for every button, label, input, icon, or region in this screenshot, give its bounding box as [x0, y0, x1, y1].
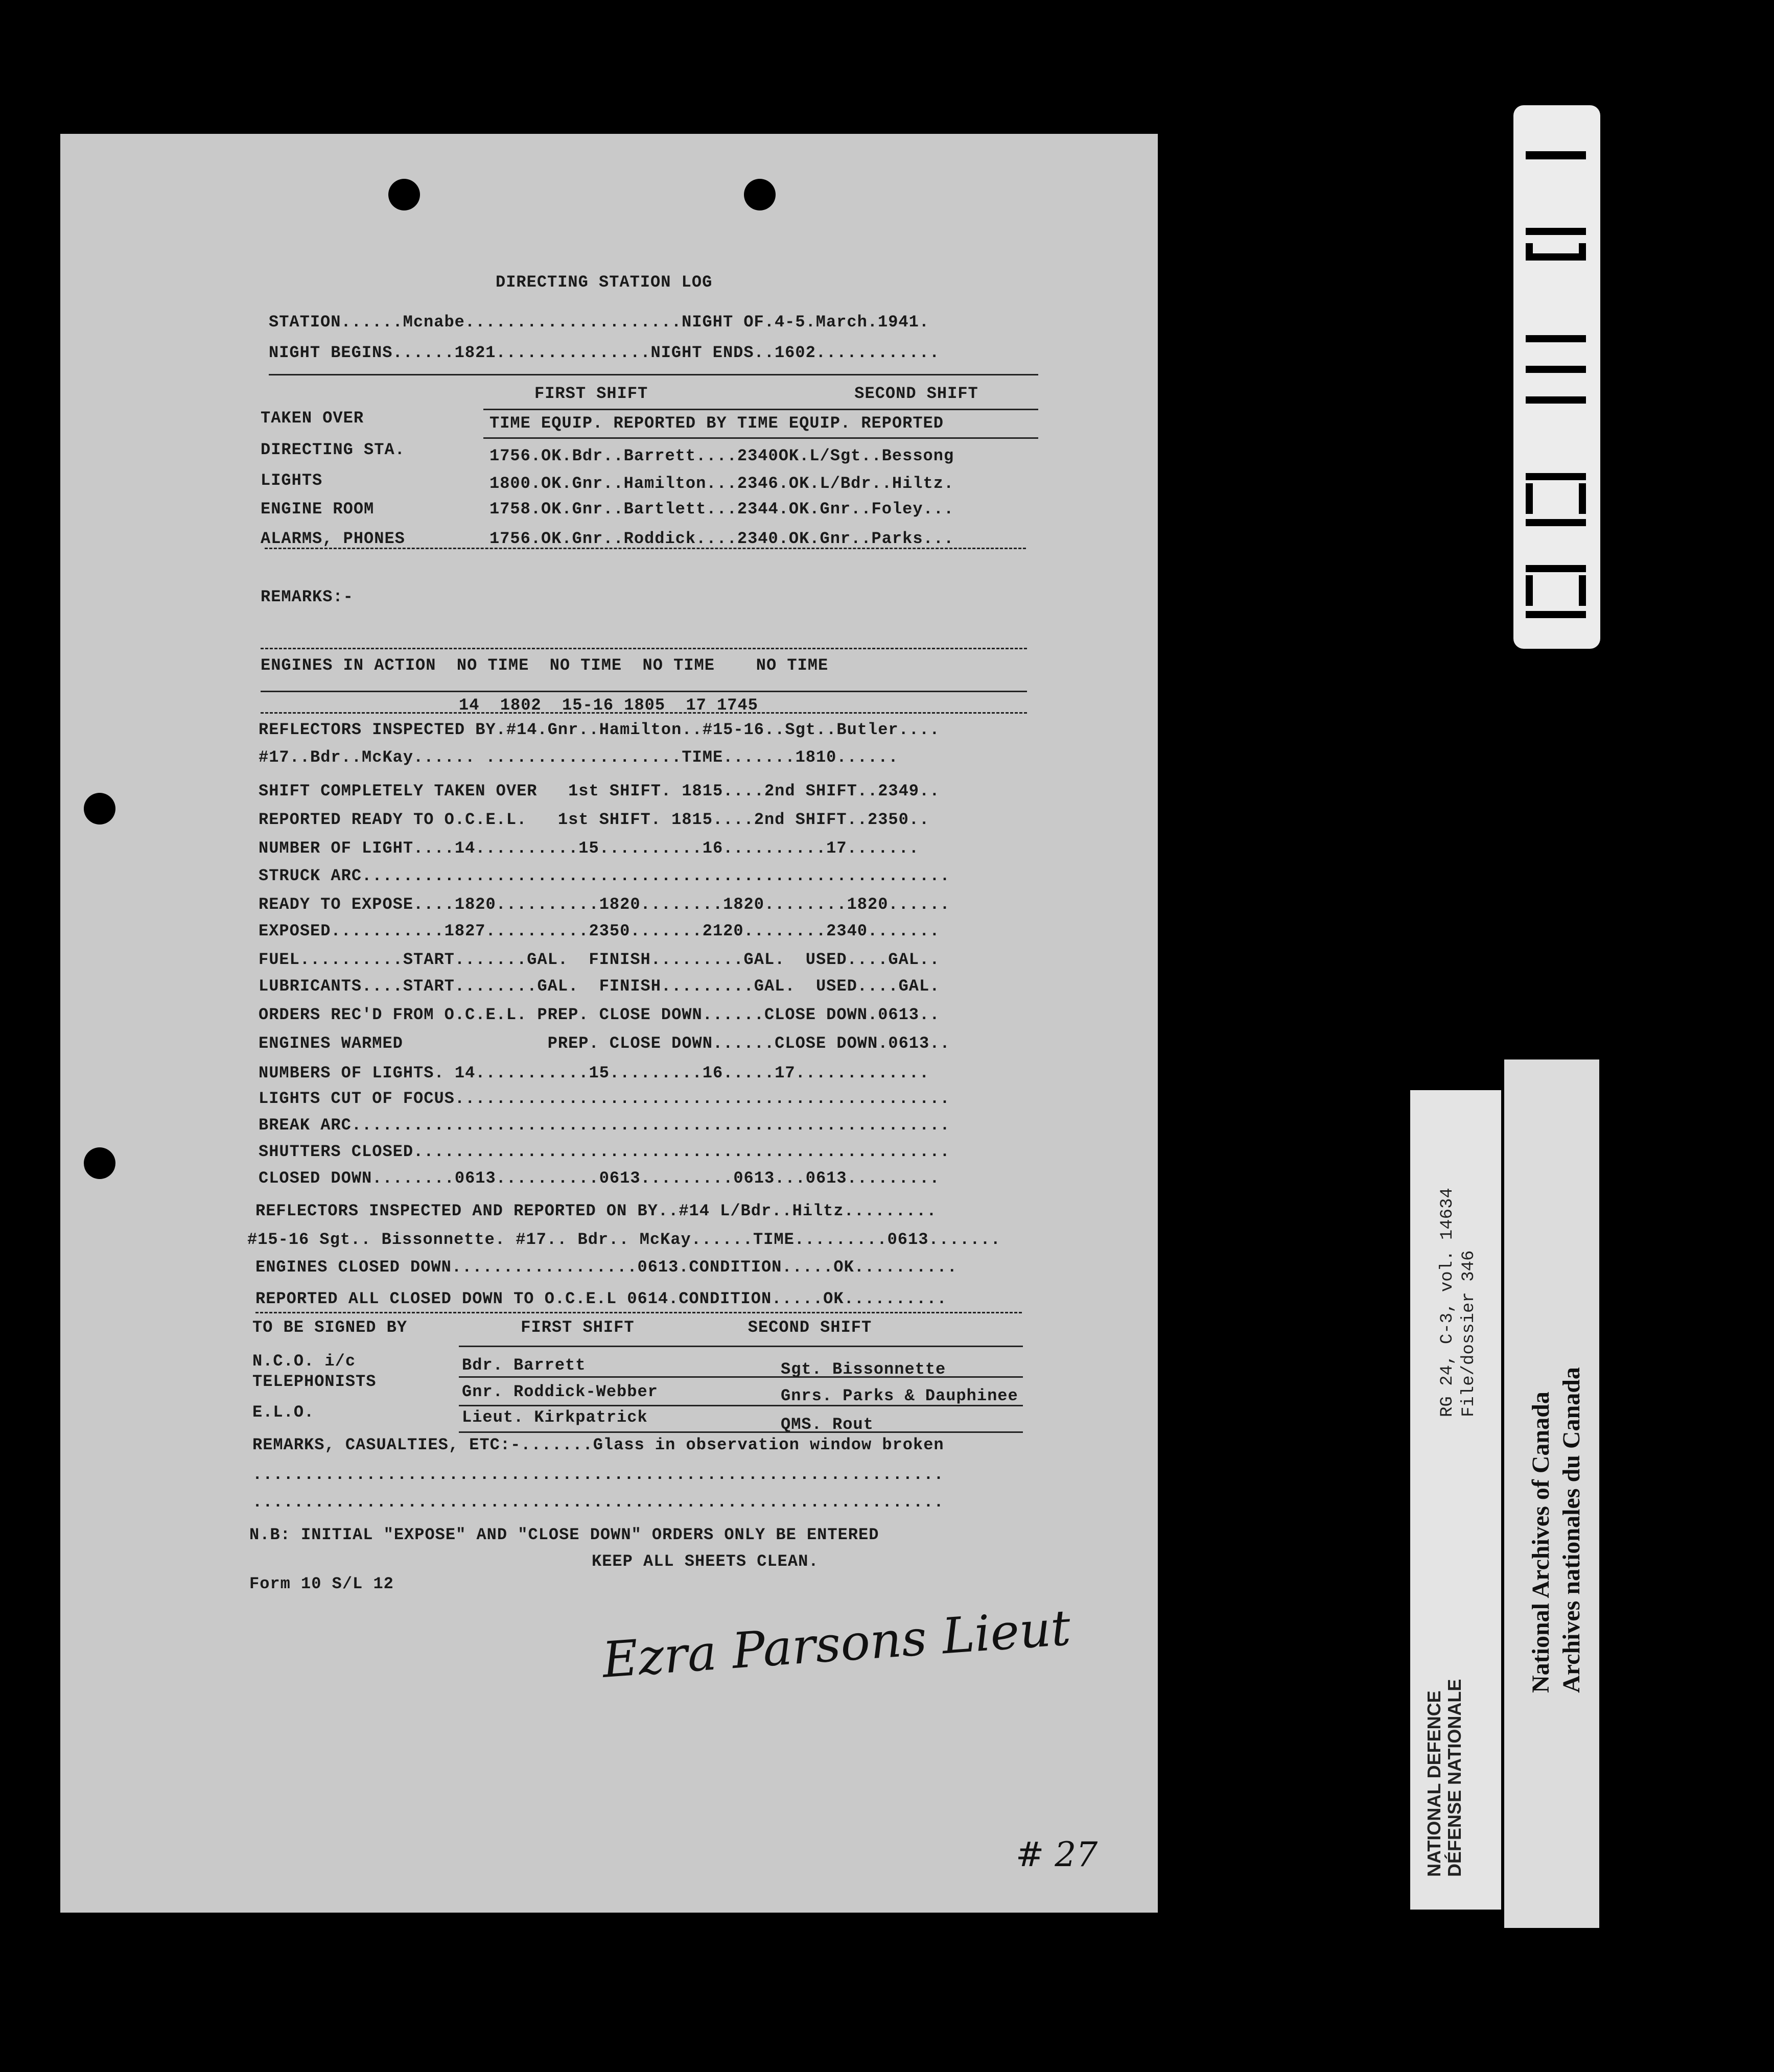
frame-digit — [1526, 151, 1586, 159]
divider — [459, 1405, 1023, 1406]
punch-hole — [84, 1147, 115, 1179]
frame-digit — [1526, 565, 1586, 572]
row-value: 1758.OK.Gnr..Bartlett...2344.OK.Gnr..Foley... — [489, 500, 954, 519]
frame-digit — [1526, 335, 1586, 342]
frame-digit — [1579, 483, 1586, 514]
archive-ref: RG 24, C-3, vol. 14634 — [1438, 1188, 1457, 1417]
frame-digit — [1579, 243, 1586, 256]
divider — [483, 437, 1038, 439]
divider — [261, 648, 1027, 649]
frame-digit — [1526, 483, 1533, 514]
form-number: Form 10 S/L 12 — [249, 1574, 394, 1593]
log-line: FUEL..........START.......GAL. FINISH.........GAL. USED....GAL.. — [259, 950, 940, 969]
frame-digit — [1526, 366, 1586, 373]
log-sheet — [60, 134, 1158, 1913]
log-line: #15-16 Sgt.. Bissonnette. #17.. Bdr.. McKay......TIME.........0613....... — [247, 1230, 1001, 1249]
dept-en: NATIONAL DEFENCE — [1423, 1690, 1444, 1877]
frame-number-stamp — [1513, 105, 1600, 649]
log-line: REFLECTORS INSPECTED AND REPORTED ON BY..#14 L/Bdr..Hiltz......... — [255, 1202, 937, 1220]
punch-hole — [388, 179, 420, 210]
log-line: SHIFT COMPLETELY TAKEN OVER 1st SHIFT. 1815....2nd SHIFT..2349.. — [259, 782, 940, 800]
signer-role: TELEPHONISTS — [252, 1372, 377, 1391]
row-label: ALARMS, PHONES — [261, 529, 405, 548]
frame-digit — [1526, 575, 1533, 606]
form-title: DIRECTING STATION LOG — [496, 273, 713, 292]
frame-digit — [1526, 228, 1586, 235]
row-label: LIGHTS — [261, 471, 323, 490]
casualties-line: REMARKS, CASUALTIES, ETC:-.......Glass in observation window broken — [252, 1435, 944, 1454]
night-line: NIGHT BEGINS......1821...............NIGHT ENDS..1602............ — [269, 343, 940, 362]
row-value: 1756.OK.Gnr..Roddick....2340.OK.Gnr..Parks... — [489, 529, 954, 548]
log-line: READY TO EXPOSE....1820..........1820........1820........1820...... — [259, 895, 950, 914]
archives-fr: Archives nationales du Canada — [1558, 1367, 1585, 1693]
signer-role: N.C.O. i/c — [252, 1352, 356, 1371]
log-line: LUBRICANTS....START........GAL. FINISH.........GAL. USED....GAL. — [259, 977, 940, 996]
frame-digit — [1526, 519, 1586, 526]
signer-first: Bdr. Barrett — [462, 1356, 586, 1375]
archive-file: File/dossier 346 — [1459, 1250, 1479, 1417]
signature: Ezra Parsons Lieut — [600, 1599, 1072, 1689]
frame-digit — [1526, 611, 1586, 618]
log-line: SHUTTERS CLOSED.................................................... — [259, 1142, 950, 1161]
log-line: REPORTED READY TO O.C.E.L. 1st SHIFT. 1815....2nd SHIFT..2350.. — [259, 810, 930, 829]
log-line: ENGINES CLOSED DOWN..................0613.CONDITION.....OK.......... — [255, 1258, 958, 1277]
row-value: 1800.OK.Gnr..Hamilton...2346.OK.L/Bdr..Hiltz. — [489, 474, 954, 493]
column-header: TIME EQUIP. REPORTED BY TIME EQUIP. REPORTED — [489, 414, 944, 433]
frame-digit — [1526, 253, 1586, 261]
log-line: NUMBER OF LIGHT....14..........15..........16..........17....... — [259, 839, 919, 858]
dotted-line: ................................................................... — [252, 1465, 944, 1484]
log-line: ORDERS REC'D FROM O.C.E.L. PREP. CLOSE DOWN......CLOSE DOWN.0613.. — [259, 1005, 940, 1024]
divider — [459, 1346, 1023, 1347]
frame-digit — [1526, 396, 1586, 404]
log-line: NUMBERS OF LIGHTS. 14...........15.........16.....17............. — [259, 1064, 930, 1082]
frame-digit — [1526, 473, 1586, 480]
shift-header: FIRST SHIFT SECOND SHIFT — [534, 384, 978, 403]
remarks-label: REMARKS:- — [261, 587, 354, 606]
signer-second: Gnrs. Parks & Dauphinee — [781, 1386, 1018, 1405]
punch-hole — [744, 179, 776, 210]
log-line: ENGINES WARMED PREP. CLOSE DOWN......CLOSE DOWN.0613.. — [259, 1034, 950, 1053]
log-line: STRUCK ARC......................................................... — [259, 866, 950, 885]
frame-digit — [1526, 243, 1533, 256]
signer-second: QMS. Rout — [781, 1415, 874, 1434]
log-line: REPORTED ALL CLOSED DOWN TO O.C.E.L 0614.CONDITION.....OK.......... — [255, 1289, 947, 1308]
log-line: LIGHTS CUT OF FOCUS................................................ — [259, 1089, 950, 1108]
row-label: ENGINE ROOM — [261, 500, 375, 519]
log-line: BREAK ARC.......................................................... — [259, 1116, 950, 1135]
log-line: EXPOSED...........1827..........2350.......2120........2340....... — [259, 922, 940, 940]
divider — [459, 1376, 1023, 1378]
keep-clean-note: KEEP ALL SHEETS CLEAN. — [592, 1552, 819, 1571]
signer-role: E.L.O. — [252, 1403, 315, 1422]
dotted-line: ................................................................... — [252, 1493, 944, 1512]
archives-en: National Archives of Canada — [1527, 1392, 1554, 1693]
page-number: # 27 — [1016, 1835, 1098, 1874]
log-line: CLOSED DOWN........0613..........0613.........0613...0613......... — [259, 1169, 940, 1188]
log-line: #17..Bdr..McKay...... ...................TIME.......1810...... — [259, 748, 899, 767]
engines-values: 14 1802 15-16 1805 17 1745 — [459, 696, 758, 715]
divider — [483, 409, 1038, 410]
divider — [269, 374, 1038, 375]
divider — [459, 1431, 1023, 1433]
department-label — [1410, 1090, 1501, 1910]
divider — [255, 1312, 1022, 1313]
taken-over-label: TAKEN OVER — [261, 409, 364, 428]
signed-header: TO BE SIGNED BY FIRST SHIFT SECOND SHIFT — [252, 1318, 872, 1337]
engines-header: ENGINES IN ACTION NO TIME NO TIME NO TIME NO TIME — [261, 656, 829, 675]
divider — [261, 712, 1027, 714]
note-line: N.B: INITIAL "EXPOSE" AND "CLOSE DOWN" ORDERS ONLY BE ENTERED — [249, 1525, 879, 1544]
signer-second: Sgt. Bissonnette — [781, 1360, 946, 1379]
archives-label — [1504, 1059, 1599, 1928]
divider — [265, 548, 1026, 549]
signer-first: Lieut. Kirkpatrick — [462, 1408, 648, 1427]
frame-digit — [1579, 575, 1586, 606]
row-label: DIRECTING STA. — [261, 440, 405, 459]
divider — [261, 691, 1027, 692]
signer-first: Gnr. Roddick-Webber — [462, 1382, 658, 1401]
dept-fr: DÉFENSE NATIONALE — [1444, 1679, 1465, 1877]
punch-hole — [84, 793, 115, 825]
row-value: 1756.OK.Bdr..Barrett....2340OK.L/Sgt..Bessong — [489, 446, 954, 465]
station-line: STATION......Mcnabe.....................NIGHT OF.4-5.March.1941. — [269, 313, 929, 332]
log-line: REFLECTORS INSPECTED BY.#14.Gnr..Hamilton..#15-16..Sgt..Butler.... — [259, 720, 940, 739]
